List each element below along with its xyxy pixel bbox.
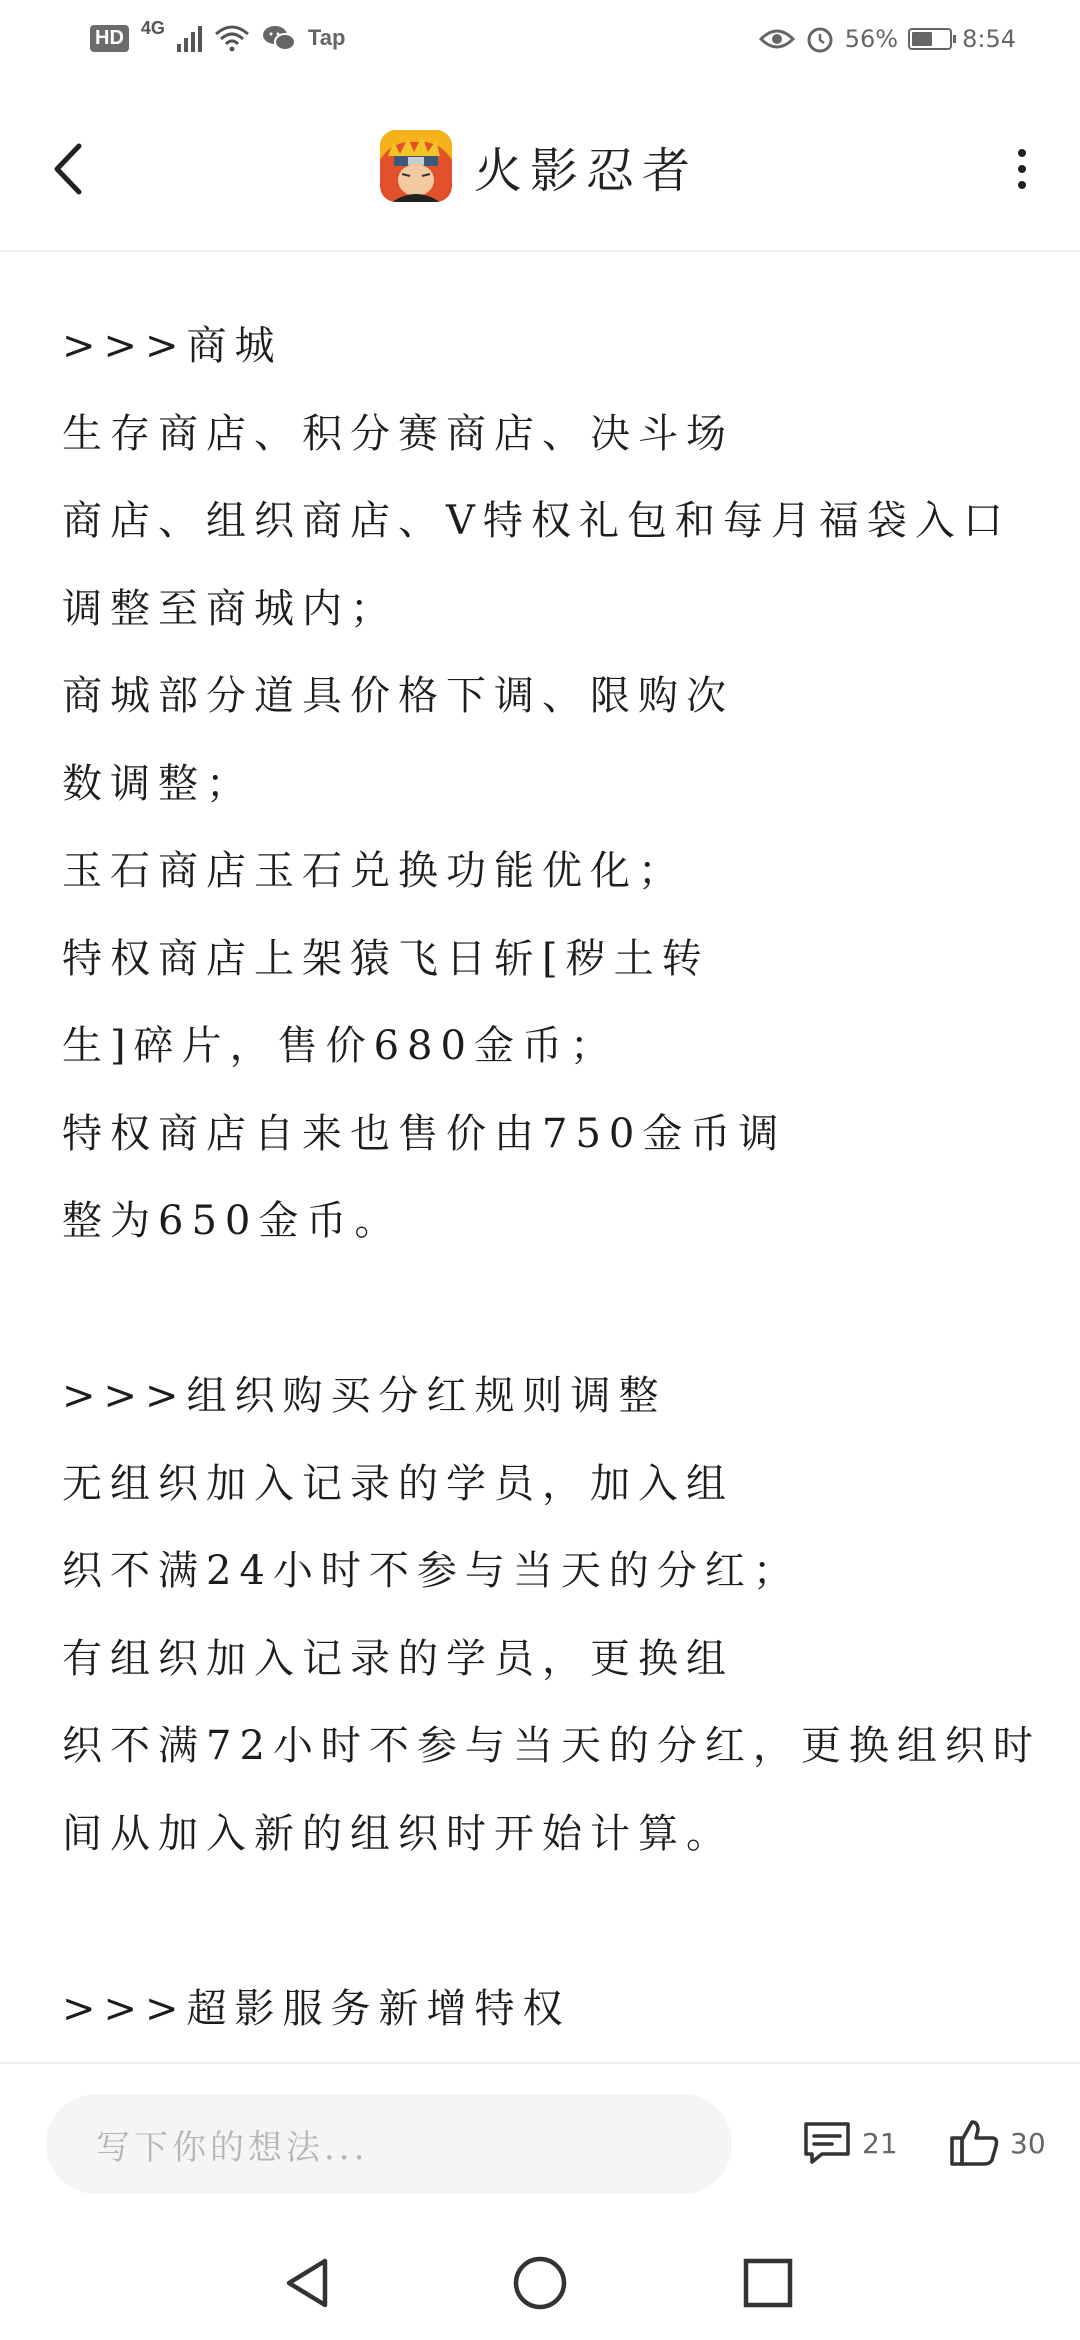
top-app-bar xyxy=(0,84,1080,252)
article-line: 生]碎片，售价680金币； xyxy=(62,1023,618,1069)
battery-percent: 56% xyxy=(844,25,899,53)
comment-count: 21 xyxy=(862,2126,898,2160)
comment-input[interactable] xyxy=(46,2094,732,2194)
app-title[interactable] xyxy=(380,130,698,202)
network-type: 4G xyxy=(140,17,165,38)
more-dot xyxy=(1018,165,1026,173)
status-right xyxy=(759,24,1016,54)
article-line: 织不满72小时不参与当天的分红，更换组织时 xyxy=(62,1723,1041,1769)
article-body[interactable] xyxy=(0,252,1080,2062)
article-line: 特权商店上架猿飞日斩[秽土转 xyxy=(62,935,710,982)
comment-placeholder: 写下你的想法... xyxy=(96,2127,369,2168)
eye-icon xyxy=(759,27,795,51)
section-heading: >>>商城 xyxy=(62,323,283,369)
article-line: 调整至商城内； xyxy=(62,585,398,632)
wifi-icon xyxy=(214,24,250,52)
nav-back-button[interactable] xyxy=(272,2248,342,2318)
wechat-icon xyxy=(262,24,296,52)
article-line: 商城部分道具价格下调、限购次 xyxy=(62,673,734,719)
nav-home-button[interactable] xyxy=(505,2248,575,2318)
battery-fill xyxy=(912,32,932,46)
more-dot xyxy=(1018,181,1026,189)
article-line: 数调整； xyxy=(62,760,254,807)
nav-home-icon xyxy=(512,2255,568,2311)
system-navigation-bar xyxy=(0,2224,1080,2340)
article-line: 有组织加入记录的学员，更换组 xyxy=(62,1635,734,1682)
article-line: 生存商店、积分赛商店、决斗场 xyxy=(62,410,734,457)
alarm-icon xyxy=(805,24,835,54)
article-line: 特权商店自来也售价由750金币调 xyxy=(62,1110,787,1157)
nav-recent-button[interactable] xyxy=(733,2248,803,2318)
signal-icon xyxy=(177,24,202,52)
battery-icon xyxy=(908,28,952,50)
article-line: 商店、组织商店、V特权礼包和每月福袋入口 xyxy=(62,498,1011,544)
article-line: 整为650金币。 xyxy=(62,1198,403,1244)
like-count: 30 xyxy=(1010,2126,1046,2160)
article-line: 织不满24小时不参与当天的分红； xyxy=(62,1548,801,1594)
comment-bar xyxy=(0,2062,1080,2224)
tap-indicator: Tap xyxy=(307,25,346,50)
thumbs-up-icon xyxy=(948,2116,1002,2170)
section-heading: >>>组织购买分红规则调整 xyxy=(62,1373,667,1419)
nav-recent-icon xyxy=(742,2257,794,2309)
status-bar xyxy=(0,0,1080,84)
hd-badge: HD xyxy=(90,25,129,52)
article-line: 玉石商店玉石兑换功能优化； xyxy=(62,848,686,894)
comments-button[interactable] xyxy=(800,2116,898,2170)
app-name: 火影忍者 xyxy=(474,142,699,199)
more-options-button[interactable] xyxy=(992,134,1052,204)
status-left xyxy=(90,17,346,52)
article-line: 无组织加入记录的学员，加入组 xyxy=(62,1460,734,1507)
nav-back-icon xyxy=(281,2255,333,2311)
comment-icon xyxy=(800,2116,854,2170)
clock: 8:54 xyxy=(962,25,1016,53)
section-heading: >>>超影服务新增特权 xyxy=(62,1985,571,2032)
like-button[interactable] xyxy=(948,2116,1046,2170)
back-button[interactable] xyxy=(38,134,98,204)
more-vertical-icon xyxy=(1018,149,1026,157)
back-arrow-icon xyxy=(51,142,85,196)
app-avatar xyxy=(380,130,452,202)
article-line: 间从加入新的组织时开始计算。 xyxy=(62,1810,734,1857)
